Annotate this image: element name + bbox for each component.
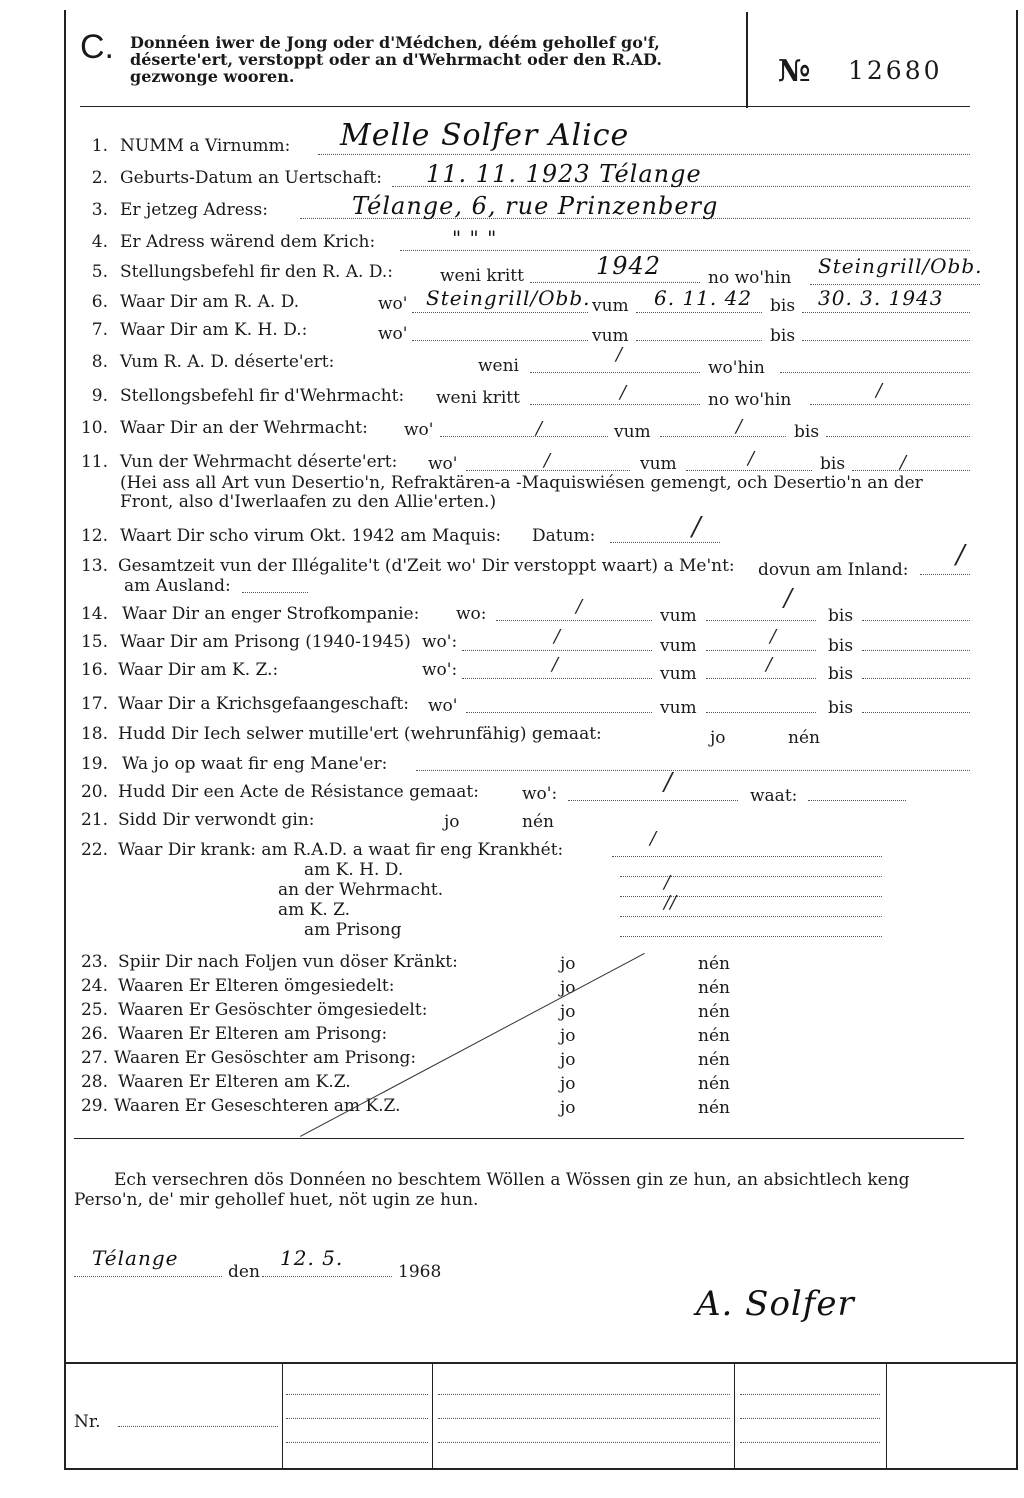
- field-label-consequences: Spiir Dir nach Foljen vun döser Kränkt:: [118, 952, 458, 972]
- fill-line: [740, 1418, 880, 1419]
- field-label-name: NUMM a Virnumm:: [120, 136, 291, 156]
- field-label-wehrmacht: Waar Dir an der Wehrmacht:: [120, 418, 368, 438]
- den-label: den: [228, 1262, 260, 1282]
- empty-mark: /: [692, 512, 701, 542]
- value-name[interactable]: Melle Solfer Alice: [340, 118, 630, 153]
- fill-line: [286, 1418, 428, 1419]
- field-label-parents-prison: Waaren Er Elteren am Prisong:: [118, 1024, 388, 1044]
- sub-label: vum: [660, 636, 697, 656]
- fill-line: [686, 470, 812, 471]
- empty-mark: /: [766, 654, 773, 675]
- fill-line: [660, 436, 786, 437]
- empty-mark: /: [770, 626, 777, 647]
- value-war-address[interactable]: " " ": [452, 226, 498, 250]
- fill-line: [636, 340, 762, 341]
- empty-mark: /: [544, 450, 551, 471]
- fill-line: [862, 650, 970, 651]
- option-yes[interactable]: jo: [710, 728, 726, 748]
- frame-bottom: [64, 1468, 1018, 1470]
- row-number: 29.: [80, 1096, 108, 1116]
- empty-mark: /: [576, 596, 583, 617]
- nr-label: Nr.: [74, 1412, 101, 1432]
- desertion-note: (Hei ass all Art vun Desertio'n, Refraktären-a -Maquiswiésen gemengt, och Desertio'n an der Front, also d'Iwerlaafen zu den Allie'erten.): [120, 473, 923, 512]
- fill-line: [530, 282, 700, 283]
- field-label-address: Er jetzeg Adress:: [120, 200, 268, 220]
- row-number: 17.: [80, 694, 108, 714]
- sub-label: weni kritt: [436, 388, 520, 408]
- option-no[interactable]: nén: [698, 954, 730, 974]
- sub-label: vum: [660, 606, 697, 626]
- fill-line: [620, 896, 882, 897]
- sub-label: an der Wehrmacht.: [278, 880, 444, 900]
- field-label-parents-resettled: Waaren Er Elteren ömgesiedelt:: [118, 976, 395, 996]
- form-number: 12680: [848, 56, 943, 85]
- sub-label: wo':: [422, 632, 458, 652]
- frame-right: [1016, 10, 1018, 1470]
- row-number: 11.: [80, 452, 108, 472]
- fill-line: [706, 678, 816, 679]
- empty-mark: /: [664, 768, 673, 796]
- fill-line: [438, 1418, 730, 1419]
- sub-label: wo': [378, 324, 408, 344]
- sub-label: waat:: [750, 786, 798, 806]
- fill-line: [400, 250, 970, 251]
- field-label-khd: Waar Dir am K. H. D.:: [120, 320, 308, 340]
- row-number: 6.: [91, 292, 108, 312]
- option-yes[interactable]: jo: [560, 1074, 576, 1094]
- empty-mark: /: [536, 418, 543, 439]
- empty-mark: /: [900, 452, 907, 473]
- sub-label: Datum:: [532, 526, 596, 546]
- fill-line: [568, 800, 738, 801]
- field-label-maquis: Waart Dir scho virum Okt. 1942 am Maquis:: [120, 526, 502, 546]
- fill-line: [466, 712, 652, 713]
- sub-label: am Prisong: [304, 920, 402, 940]
- field-label-wounded: Sidd Dir verwondt gin:: [118, 810, 315, 830]
- field-label-siblings-resettled: Waaren Er Gesöschter ömgesiedelt:: [118, 1000, 428, 1020]
- row-number: 7.: [91, 320, 108, 340]
- fill-line: [74, 1276, 222, 1277]
- field-label-wehrmacht-order: Stellongsbefehl fir d'Wehrmacht:: [120, 386, 405, 406]
- row-number: 23.: [80, 952, 108, 972]
- field-label-self-mutilation: Hudd Dir Iech selwer mutille'ert (wehrunfähig) gemaat:: [118, 724, 602, 744]
- empty-mark: /: [664, 872, 671, 893]
- row-number: 12.: [80, 526, 108, 546]
- fill-line: [462, 678, 652, 679]
- option-no[interactable]: nén: [698, 1026, 730, 1046]
- sub-label: vum: [614, 422, 651, 442]
- fill-line: [920, 574, 970, 575]
- signature: A. Solfer: [696, 1284, 855, 1324]
- sub-label: bis: [770, 296, 796, 316]
- sub-label: bis: [828, 606, 854, 626]
- value-rad-to[interactable]: 30. 3. 1943: [818, 286, 944, 310]
- fill-line: [808, 800, 906, 801]
- fill-line: [740, 1442, 880, 1443]
- sub-label: vum: [640, 454, 677, 474]
- number-label: №: [778, 54, 811, 89]
- row-number: 16.: [80, 660, 108, 680]
- sub-label: wo': [428, 696, 458, 716]
- field-label-siblings-prison: Waaren Er Gesöschter am Prisong:: [114, 1048, 417, 1068]
- sub-label: dovun am Inland:: [758, 560, 909, 580]
- block-rule: [74, 1138, 964, 1139]
- fill-line: [286, 1442, 428, 1443]
- value-rad-destination[interactable]: Steingrill/Obb.: [818, 254, 983, 278]
- field-label-resistance: Hudd Dir een Acte de Résistance gemaat:: [118, 782, 479, 802]
- field-label-war-address: Er Adress wärend dem Krich:: [120, 232, 376, 252]
- sub-label: am Ausland:: [124, 576, 231, 596]
- header-divider-vertical: [746, 12, 748, 108]
- row-number: 26.: [80, 1024, 108, 1044]
- fill-line: [706, 620, 816, 621]
- row-number: 24.: [80, 976, 108, 996]
- row-number: 28.: [80, 1072, 108, 1092]
- fill-line: [612, 856, 882, 857]
- sub-label: wo': [378, 294, 408, 314]
- fill-line: [438, 1442, 730, 1443]
- sub-label: weni kritt: [440, 266, 524, 286]
- fill-line: [530, 404, 700, 405]
- fill-line: [862, 678, 970, 679]
- footer-col: [282, 1362, 283, 1468]
- value-address[interactable]: Télange, 6, rue Prinzenberg: [352, 192, 719, 220]
- empty-mark: /: [616, 344, 623, 365]
- option-yes[interactable]: jo: [560, 1026, 576, 1046]
- value-rad-year[interactable]: 1942: [596, 252, 662, 280]
- field-label-parents-kz: Waaren Er Elteren am K.Z.: [118, 1072, 351, 1092]
- fill-line: [802, 312, 970, 313]
- value-rad-where[interactable]: Steingrill/Obb.: [426, 286, 591, 310]
- option-yes[interactable]: jo: [560, 1098, 576, 1118]
- field-label-birth: Geburts-Datum an Uertschaft:: [120, 168, 382, 188]
- empty-mark: //: [664, 892, 677, 913]
- fill-line: [412, 312, 588, 313]
- value-rad-from[interactable]: 6. 11. 42: [654, 286, 753, 310]
- header-rule: [80, 106, 970, 107]
- row-number: 25.: [80, 1000, 108, 1020]
- empty-mark: /: [552, 654, 559, 675]
- field-label-manner: Wa jo op waat fir eng Mane'er:: [122, 754, 388, 774]
- option-no[interactable]: nén: [698, 978, 730, 998]
- sub-label: vum: [660, 664, 697, 684]
- signature-date[interactable]: 12. 5.: [280, 1246, 344, 1270]
- row-number: 3.: [91, 200, 108, 220]
- option-yes[interactable]: jo: [560, 978, 576, 998]
- fill-line: [262, 1276, 392, 1277]
- sub-label: no wo'hin: [708, 268, 792, 288]
- sub-label: wo':: [422, 660, 458, 680]
- field-label-illegality: Gesamtzeit vun der Illégalite't (d'Zeit wo' Dir verstoppt waart) a Me'nt:: [118, 556, 735, 576]
- fill-line: [780, 372, 970, 373]
- empty-mark: /: [784, 584, 793, 612]
- empty-mark: /: [650, 828, 657, 849]
- fill-line: [706, 712, 816, 713]
- fill-line: [620, 876, 882, 877]
- empty-mark: /: [956, 540, 965, 570]
- option-yes[interactable]: jo: [560, 1002, 576, 1022]
- fill-line: [636, 312, 762, 313]
- fill-line: [862, 620, 970, 621]
- option-yes[interactable]: jo: [560, 1050, 576, 1070]
- footer-col: [886, 1362, 887, 1468]
- row-number: 2.: [91, 168, 108, 188]
- fill-line: [462, 650, 652, 651]
- row-number: 21.: [80, 810, 108, 830]
- fill-line: [286, 1394, 428, 1395]
- field-label-rad-order: Stellungsbefehl fir den R. A. D.:: [120, 262, 394, 282]
- sub-label: wo': [428, 454, 458, 474]
- fill-line: [318, 154, 970, 155]
- fill-line: [440, 436, 608, 437]
- field-label-wehrmacht-desert: Vun der Wehrmacht déserte'ert:: [120, 452, 398, 472]
- row-number: 27.: [80, 1048, 108, 1068]
- fill-line: [620, 916, 882, 917]
- sub-label: bis: [828, 664, 854, 684]
- row-number: 15.: [80, 632, 108, 652]
- sub-label: no wo'hin: [708, 390, 792, 410]
- sub-label: wo':: [522, 784, 558, 804]
- row-number: 9.: [91, 386, 108, 406]
- sub-label: bis: [828, 698, 854, 718]
- row-number: 18.: [80, 724, 108, 744]
- option-no[interactable]: nén: [698, 1074, 730, 1094]
- fill-line: [620, 936, 882, 937]
- row-number: 22.: [80, 840, 108, 860]
- sub-label: vum: [592, 326, 629, 346]
- fill-line: [496, 620, 652, 621]
- sub-label: bis: [820, 454, 846, 474]
- option-yes[interactable]: jo: [444, 812, 460, 832]
- empty-mark: /: [620, 382, 627, 403]
- row-number: 20.: [80, 782, 108, 802]
- option-no[interactable]: nén: [698, 1050, 730, 1070]
- empty-mark: /: [748, 448, 755, 469]
- field-label-sick: Waar Dir krank: am R.A.D. a waat fir eng Krankhét:: [118, 840, 564, 860]
- row-number: 8.: [91, 352, 108, 372]
- field-label-pow: Waar Dir a Krichsgefaangeschaft:: [118, 694, 409, 714]
- fill-line: [862, 712, 970, 713]
- fill-line: [242, 592, 308, 593]
- fill-line: [810, 404, 970, 405]
- footer-top-rule: [66, 1362, 1016, 1364]
- fill-line: [610, 542, 720, 543]
- sub-label: vum: [660, 698, 697, 718]
- empty-mark: /: [736, 416, 743, 437]
- fill-line: [852, 470, 970, 471]
- sub-label: am K. Z.: [278, 900, 351, 920]
- fill-line: [706, 650, 816, 651]
- field-label-rad: Waar Dir am R. A. D.: [120, 292, 300, 312]
- option-no[interactable]: nén: [698, 1098, 730, 1118]
- row-number: 14.: [80, 604, 108, 624]
- row-number: 5.: [91, 262, 108, 282]
- fill-line: [802, 340, 970, 341]
- value-birth[interactable]: 11. 11. 1923 Télange: [426, 160, 702, 188]
- row-number: 4.: [91, 232, 108, 252]
- frame-left: [64, 10, 66, 1470]
- field-label-penal-company: Waar Dir an enger Strofkompanie:: [122, 604, 420, 624]
- form-title: Donnéen iwer de Jong oder d'Médchen, déém gehollef go'f, déserte'ert, verstoppt oder an d'Wehrmacht oder den R.AD. gezwonge wooren.: [130, 33, 662, 86]
- sub-label: wo:: [456, 604, 487, 624]
- signature-year: 1968: [398, 1262, 442, 1282]
- option-no[interactable]: nén: [788, 728, 820, 748]
- footer-col: [734, 1362, 735, 1468]
- section-letter: C.: [80, 28, 114, 66]
- sub-label: wo': [404, 420, 434, 440]
- row-number: 13.: [80, 556, 108, 576]
- sub-label: bis: [770, 326, 796, 346]
- row-number: 10.: [80, 418, 108, 438]
- signature-place[interactable]: Télange: [92, 1246, 179, 1270]
- declaration-text: Ech versechren dös Donnéen no beschtem Wöllen a Wössen gin ze hun, an absichtlech keng Perso'n, de' mir gehollef huet, nöt ugin ze hun.: [74, 1170, 910, 1210]
- empty-mark: /: [876, 380, 883, 401]
- fill-line: [740, 1394, 880, 1395]
- sub-label: weni: [478, 356, 519, 376]
- field-label-kz: Waar Dir am K. Z.:: [118, 660, 279, 680]
- sub-label: bis: [828, 636, 854, 656]
- fill-line: [826, 436, 970, 437]
- fill-line: [530, 372, 700, 373]
- fill-line: [412, 340, 588, 341]
- fill-line: [416, 770, 970, 771]
- field-label-prison: Waar Dir am Prisong (1940-1945): [120, 632, 411, 652]
- fill-line: [810, 284, 980, 285]
- row-number: 1.: [91, 136, 108, 156]
- field-label-rad-desert: Vum R. A. D. déserte'ert:: [120, 352, 335, 372]
- row-number: 19.: [80, 754, 108, 774]
- sub-label: am K. H. D.: [304, 860, 404, 880]
- empty-mark: /: [554, 626, 561, 647]
- fill-line: [438, 1394, 730, 1395]
- fill-line: [118, 1426, 278, 1427]
- footer-col: [432, 1362, 433, 1468]
- sub-label: vum: [592, 296, 629, 316]
- option-no[interactable]: nén: [522, 812, 554, 832]
- option-no[interactable]: nén: [698, 1002, 730, 1022]
- sub-label: wo'hin: [708, 358, 765, 378]
- sub-label: bis: [794, 422, 820, 442]
- field-label-siblings-kz: Waaren Er Geseschteren am K.Z.: [114, 1096, 401, 1116]
- option-yes[interactable]: jo: [560, 954, 576, 974]
